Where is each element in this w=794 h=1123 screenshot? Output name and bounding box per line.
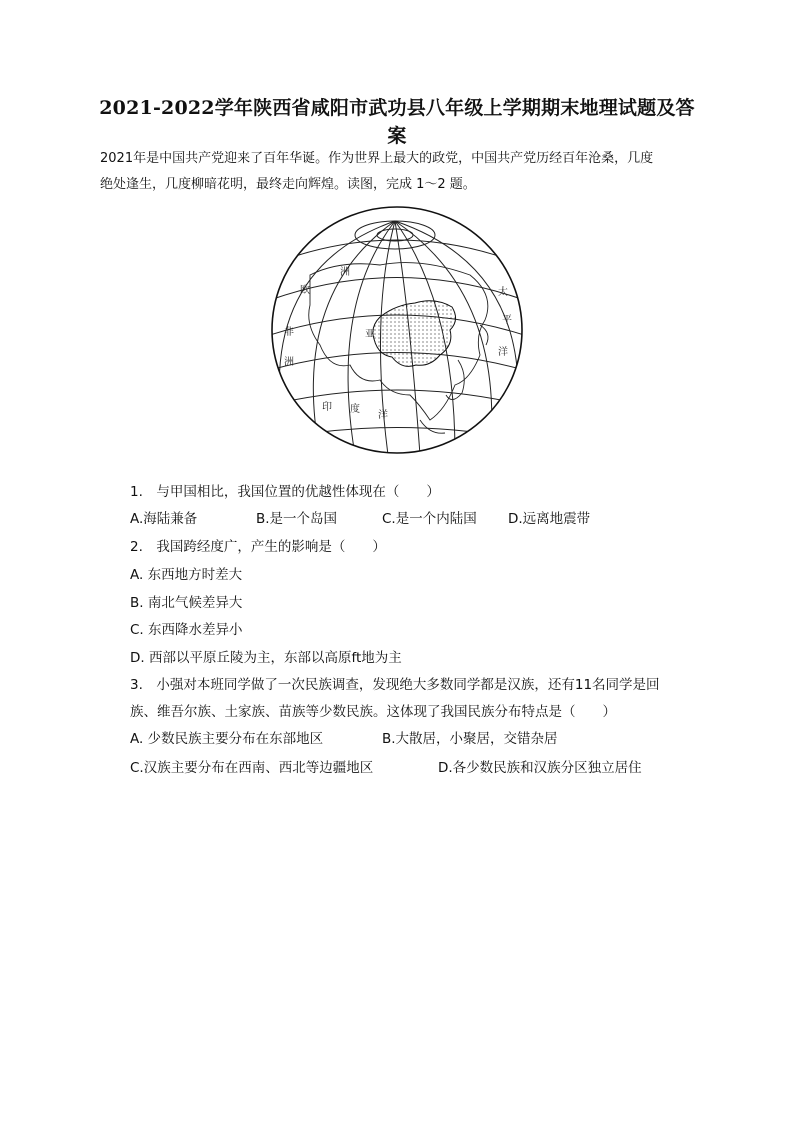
globe-label-eu: 欧 xyxy=(300,285,310,296)
globe-label-yang: 洋 xyxy=(498,347,508,358)
globe-label-fei: 非 xyxy=(284,327,294,338)
q1-option-c: C.是一个内陆国 xyxy=(382,511,477,527)
globe-label-yin: 印 xyxy=(322,402,332,413)
q1-option-d: D.远离地震带 xyxy=(508,511,591,527)
q3-option-c: C.汉族主要分布在西南、西北等边疆地区 xyxy=(130,760,374,776)
q3-option-a: A. 少数民族主要分布在东部地区 xyxy=(130,731,324,747)
intro-paragraph xyxy=(100,146,720,198)
globe-label-du: 度 xyxy=(350,404,360,415)
title-line-2: 案 xyxy=(387,125,407,147)
globe-label-tai: 太 xyxy=(498,287,508,298)
q2-option-d: D. 西部以平原丘陵为主，东部以高原ft地为主 xyxy=(130,650,402,666)
globe-label-zhou2: 洲 xyxy=(284,357,294,368)
globe-map-figure xyxy=(270,205,524,455)
q1-option-b: B.是一个岛国 xyxy=(256,511,338,527)
china-region-shape xyxy=(373,301,456,367)
q2-stem: 2. 我国跨经度广，产生的影响是（ ） xyxy=(130,539,386,555)
globe-label-ping: 平 xyxy=(502,315,512,326)
q2-option-c: C. 东西降水差异小 xyxy=(130,622,243,638)
globe-label-ya: 亚 xyxy=(365,329,375,340)
q1-options xyxy=(130,509,590,529)
q2-option-b: B. 南北气候差异大 xyxy=(130,595,243,611)
q2-option-a: A. 东西地方时差大 xyxy=(130,567,243,583)
page-title xyxy=(60,94,734,150)
globe-label-yang2: 洋 xyxy=(378,410,388,421)
title-line-1: 2021-2022学年陕西省咸阳市武功县八年级上学期期末地理试题及答 xyxy=(99,97,695,119)
q3-stem-line-2: 族、维吾尔族、土家族、苗族等少数民族。这体现了我国民族分布特点是（ ） xyxy=(130,704,616,720)
q3-stem-line-1: 3. 小强对本班同学做了一次民族调查，发现绝大多数同学都是汉族，还有11名同学是回 xyxy=(130,677,660,693)
globe-label-zhou: 洲 xyxy=(340,267,350,278)
q1-stem: 1. 与甲国相比，我国位置的优越性体现在（ ） xyxy=(130,484,440,500)
q3-options-row-2 xyxy=(130,758,642,778)
q1-option-a: A.海陆兼备 xyxy=(130,511,198,527)
q3-options-row-1 xyxy=(130,729,558,749)
intro-line-1: 2021年是中国共产党迎来了百年华诞。作为世界上最大的政党，中国共产党历经百年沧桑，几度 xyxy=(100,151,654,166)
q3-option-b: B.大散居，小聚居，交错杂居 xyxy=(382,731,558,747)
q3-option-d: D.各少数民族和汉族分区独立居住 xyxy=(438,760,642,776)
intro-line-2: 绝处逢生，几度柳暗花明，最终走向辉煌。读图，完成 1～2 题。 xyxy=(100,177,476,192)
